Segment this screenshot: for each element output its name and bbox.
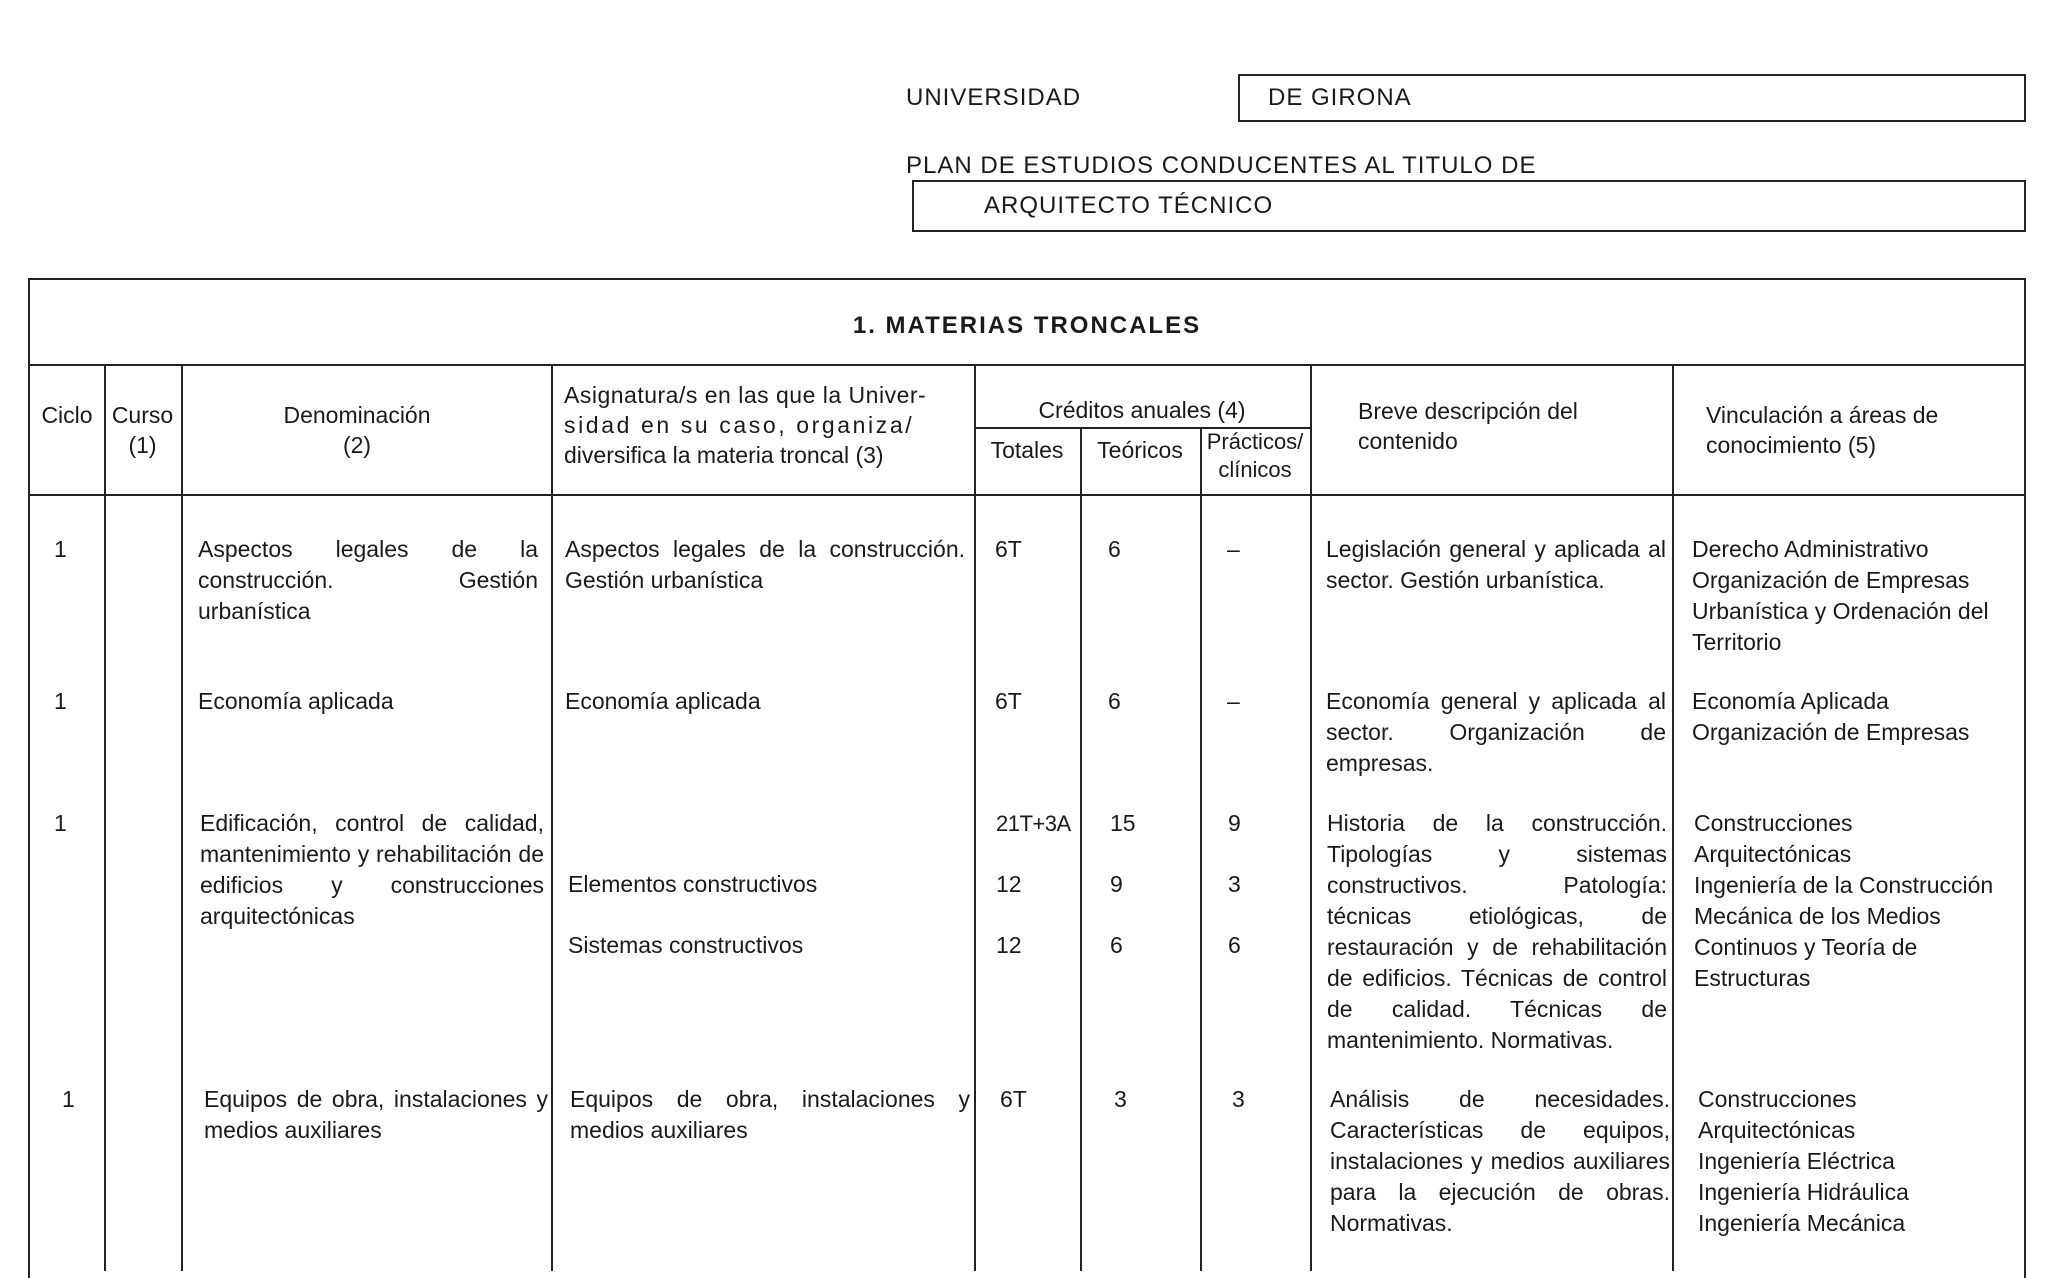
title-divider: [28, 364, 2026, 366]
row2-asignatura: Economía aplicada: [565, 688, 761, 714]
col-divider-descripcion: [1672, 364, 1674, 1271]
universidad-value: DE GIRONA: [1268, 84, 1412, 111]
plan-label: PLAN DE ESTUDIOS CONDUCENTES AL TITULO DE: [906, 152, 1537, 179]
row3-asignatura-3: Sistemas constructivos: [568, 932, 804, 958]
col-divider-practicos: [1310, 364, 1312, 1271]
row1-practicos: –: [1227, 536, 1240, 562]
row3-teoricos-1: 15: [1110, 810, 1136, 836]
row3-ciclo: 1: [54, 810, 67, 836]
header-totales: Totales: [990, 437, 1064, 463]
row3-practicos-2: 3: [1228, 871, 1241, 897]
area-item: Ingeniería Mecánica: [1698, 1210, 1906, 1236]
row2-ciclo: 1: [54, 688, 67, 714]
titulo-value: ARQUITECTO TÉCNICO: [984, 192, 1274, 219]
header-ciclo: Ciclo: [41, 402, 93, 428]
col-divider-totales: [1080, 427, 1082, 1271]
row1-ciclo: 1: [54, 536, 67, 562]
header-vinculacion-line2: conocimiento (5): [1706, 432, 1877, 458]
row3-totales-2: 12: [996, 871, 1022, 897]
header-descripcion-line2: contenido: [1358, 428, 1458, 454]
area-item: Ingeniería Eléctrica: [1698, 1148, 1895, 1174]
header-curso: Curso: [111, 402, 174, 428]
row3-asignatura-2: Elementos constructivos: [568, 871, 818, 897]
titulo-value-box: [912, 180, 2026, 232]
col-divider-ciclo: [104, 364, 106, 1271]
area-item: Derecho Administrativo: [1692, 536, 1929, 562]
col-divider-teoricos: [1200, 427, 1202, 1271]
universidad-value-box: [1238, 74, 2026, 122]
row3-totales-1: 21T+3A: [996, 811, 1071, 836]
row3-teoricos-2: 9: [1110, 871, 1123, 897]
area-item: Organización de Empresas: [1692, 567, 1970, 593]
row3-areas: [1694, 808, 2014, 994]
row4-ciclo: 1: [62, 1086, 75, 1112]
header-asignatura-line1: Asignatura/s en las que la Univer-: [564, 382, 927, 408]
row1-descripcion: Legislación general y aplicada al sector. Gestión urbanística.: [1326, 536, 1666, 593]
row1-asignatura: Aspectos legales de la construcción. Gestión urbanística: [565, 536, 965, 593]
row3-practicos-3: 6: [1228, 932, 1241, 958]
area-item: Construcciones Arquitectónicas: [1694, 810, 1853, 867]
row4-descripcion: Análisis de necesidades. Características de equipos, instalaciones y medios auxiliares para la ejecución de obras. Normativas.: [1330, 1086, 1670, 1236]
row3-denominacion: Edificación, control de calidad, mantenimiento y rehabilitación de edificios y construcciones arquitectónicas: [200, 810, 544, 929]
row3-descripcion: Historia de la construcción. Tipologías y sistemas constructivos. Patología: técnicas etiológicas, de restauración y de rehabilitación de edificios. Técnicas de control de calidad. Técnicas de mantenimiento. Normativas.: [1327, 810, 1667, 1053]
row1-totales: 6T: [995, 536, 1022, 562]
area-item: Ingeniería Hidráulica: [1698, 1179, 1909, 1205]
row3-practicos-1: 9: [1228, 810, 1241, 836]
header-asignatura-line3: diversifica la materia troncal (3): [564, 442, 884, 468]
row3-teoricos-3: 6: [1110, 932, 1123, 958]
row2-practicos: –: [1227, 688, 1240, 714]
header-teoricos: Teóricos: [1097, 437, 1183, 463]
header-denominacion-note: (2): [342, 432, 372, 458]
row1-denominacion: Aspectos legales de la construcción. Gestión urbanística: [198, 536, 538, 624]
universidad-label: UNIVERSIDAD: [906, 84, 1082, 111]
row2-denominacion: Economía aplicada: [198, 688, 394, 714]
header-creditos: Créditos anuales (4): [1038, 397, 1246, 423]
area-item: Ingeniería de la Construcción: [1694, 872, 1994, 898]
col-divider-curso: [181, 364, 183, 1271]
header-vinculacion-line1: Vinculación a áreas de: [1706, 402, 1939, 428]
header-curso-note: (1): [128, 432, 157, 458]
row1-teoricos: 6: [1108, 536, 1121, 562]
row1-areas: [1692, 534, 2022, 658]
area-item: Construcciones Arquitectónicas: [1698, 1086, 1857, 1143]
area-item: Economía Aplicada: [1692, 688, 1889, 714]
row4-totales: 6T: [1000, 1086, 1027, 1112]
row2-totales: 6T: [995, 688, 1022, 714]
row4-areas: [1698, 1084, 2018, 1239]
header-practicos-line2: clínicos: [1218, 457, 1292, 482]
row2-areas: [1692, 686, 2022, 748]
header-asignatura-line2: sidad en su caso, organiza/: [564, 412, 915, 438]
row3-totales-3: 12: [996, 932, 1022, 958]
col-divider-denominacion: [551, 364, 553, 1271]
header-descripcion-line1: Breve descripción del: [1358, 398, 1578, 424]
header-denominacion: Denominación: [283, 402, 431, 428]
area-item: Mecánica de los Medios Continuos y Teoría de Estructuras: [1694, 903, 1941, 991]
col-divider-asignatura: [974, 364, 976, 1271]
area-item: Urbanística y Ordenación del Territorio: [1692, 598, 1989, 655]
row4-denominacion: Equipos de obra, instalaciones y medios auxiliares: [204, 1086, 548, 1143]
row4-asignatura: Equipos de obra, instalaciones y medios auxiliares: [570, 1086, 970, 1143]
header-divider: [28, 494, 2026, 496]
row4-practicos: 3: [1232, 1086, 1245, 1112]
header-practicos-line1: Prácticos/: [1206, 429, 1304, 454]
row2-descripcion: Economía general y aplicada al sector. Organización de empresas.: [1326, 688, 1666, 776]
section-title: 1. MATERIAS TRONCALES: [852, 312, 1202, 339]
row4-teoricos: 3: [1114, 1086, 1127, 1112]
row2-teoricos: 6: [1108, 688, 1121, 714]
area-item: Organización de Empresas: [1692, 719, 1970, 745]
